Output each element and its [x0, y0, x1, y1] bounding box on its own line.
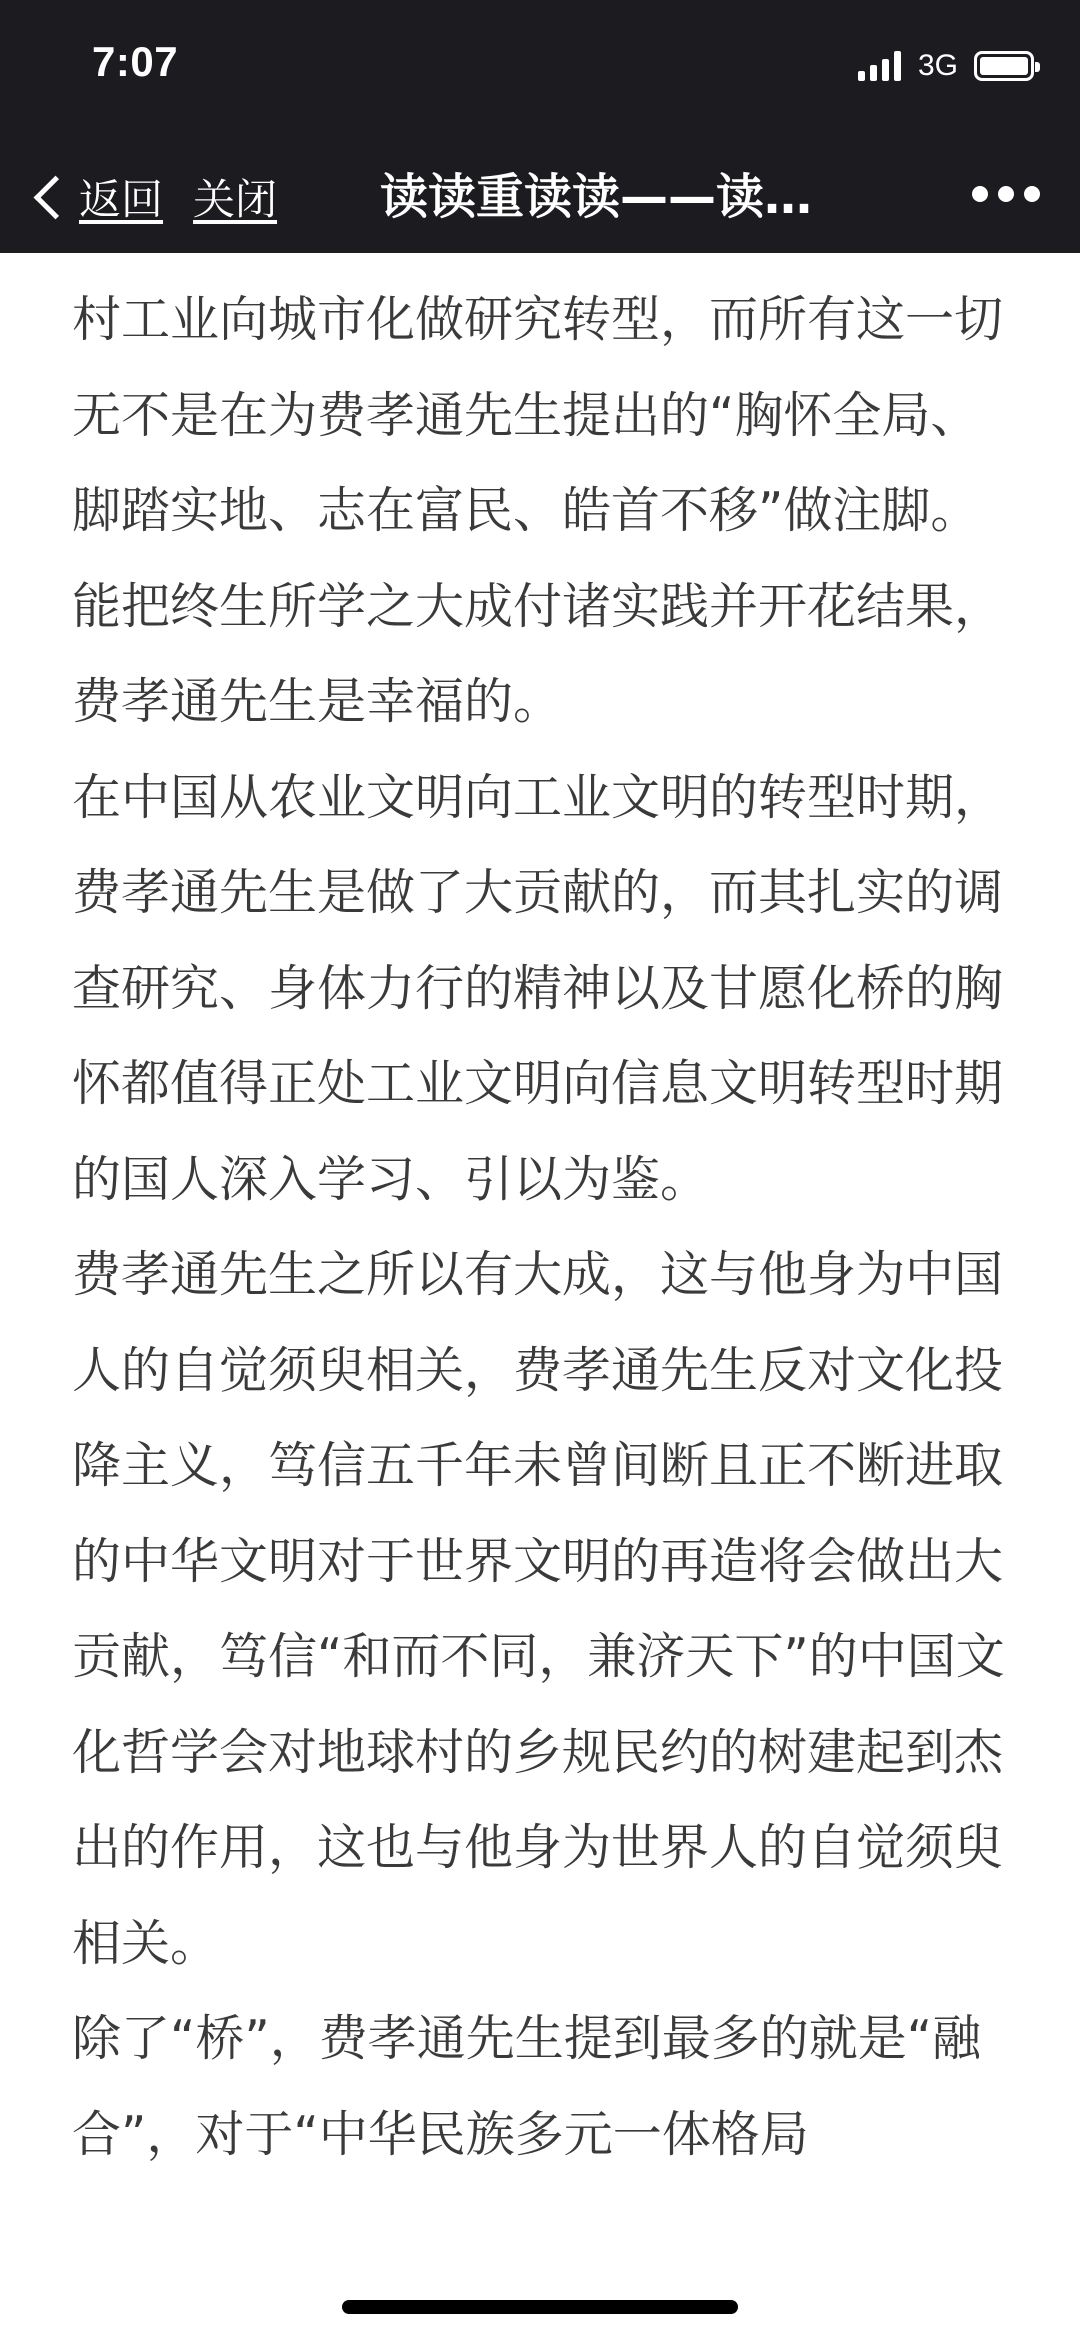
back-button[interactable]: 返回 [79, 175, 164, 224]
cellular-signal-icon [858, 51, 906, 81]
battery-icon [974, 51, 1034, 81]
chevron-left-icon[interactable] [34, 175, 78, 219]
article-paragraph: 村工业向城市化做研究转型，而所有这一切无不是在为费孝通先生提出的“胸怀全局、脚踏实地、志在富民、皓首不移”做注脚。 [72, 291, 1004, 539]
article-paragraph: 能把终生所学之大成付诸实践并开花结果，费孝通先生是幸福的。 [72, 577, 1004, 730]
nav-left-group [28, 162, 277, 232]
status-indicators [858, 46, 1034, 86]
article-paragraph: 费孝通先生之所以有大成，这与他身为中国人的自觉须臾相关，费孝通先生反对文化投降主义，笃信五千年未曾间断且正不断进取的中华文明对于世界文明的再造将会做出大贡献，笃信“和而不同，兼济天下”的中国文化哲学会对地球村的乡规民约的树建起到杰出的作用，这也与他身为世界人的自觉须臾相关。 [72, 1246, 1005, 1972]
article-content [72, 272, 1012, 2182]
more-horizontal-icon[interactable] [972, 186, 1040, 202]
top-bar [0, 0, 1080, 253]
home-indicator[interactable] [342, 2300, 738, 2314]
article-paragraph: 除了“桥”，费孝通先生提到最多的就是“融合”，对于“中华民族多元一体格局 [72, 2010, 982, 2163]
article-paragraph: 在中国从农业文明向工业文明的转型时期，费孝通先生是做了大贡献的，而其扎实的调查研究、身体力行的精神以及甘愿化桥的胸怀都值得正处工业文明向信息文明转型时期的国人深入学习、引以为鉴。 [72, 768, 1004, 1208]
network-type: 3G [917, 49, 958, 82]
close-button[interactable]: 关闭 [193, 175, 278, 224]
status-time: 7:07 [92, 38, 179, 85]
page-title: 读读重读读——读… [380, 169, 813, 225]
nav-bar [0, 140, 1080, 253]
